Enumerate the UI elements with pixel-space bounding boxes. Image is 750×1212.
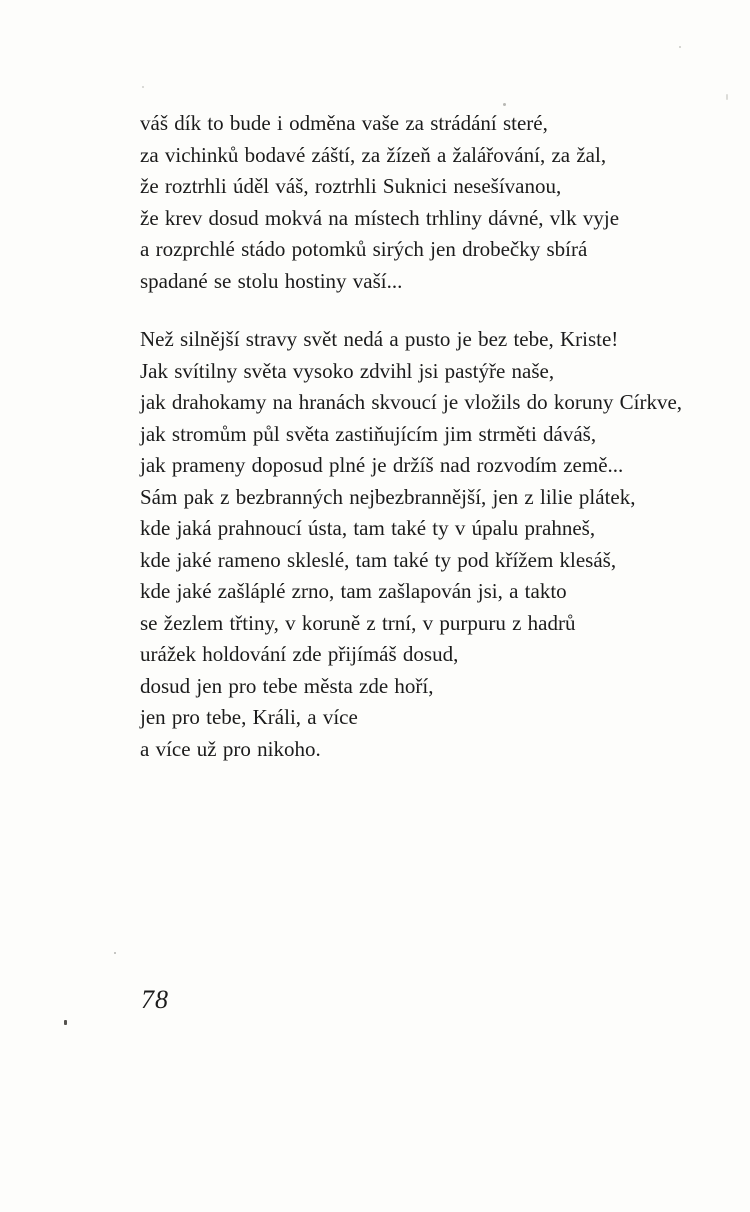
poem-stanza-2 — [140, 324, 682, 765]
scan-speck — [64, 1020, 67, 1025]
poem-line: se žezlem třtiny, v koruně z trní, v purpuru z hadrů — [140, 610, 576, 635]
poem-line: jak stromům půl světa zastiňujícím jim strměti dáváš, — [140, 421, 597, 446]
scan-speck — [726, 94, 728, 100]
poem-line: jak drahokamy na hranách skvoucí je vložils do koruny Církve, — [140, 390, 683, 414]
poem-line: kde jaká prahnoucí ústa, tam také ty v úpalu prahneš, — [140, 516, 596, 540]
poem-line: za vichinků bodavé záští, za žízeň a žalářování, za žal, — [140, 142, 607, 167]
poem-line: kde jaké rameno skleslé, tam také ty pod křížem klesáš, — [140, 547, 617, 572]
poem-stanza-1 — [140, 108, 682, 297]
poem-line: že krev dosud mokvá na místech trhliny dávné, vlk vyje — [140, 205, 620, 230]
poem-line: Sám pak z bezbranných nejbezbrannější, jen z lilie plátek, — [140, 484, 636, 509]
poem-line: spadané se stolu hostiny vaší... — [140, 268, 403, 293]
poem-line: jak prameny doposud plné je držíš nad rozvodím země... — [140, 453, 624, 477]
poem-line: že roztrhli úděl váš, roztrhli Suknici nesešívanou, — [140, 174, 562, 198]
poem-line: a více už pro nikoho. — [140, 736, 321, 761]
poem-line: kde jaké zašláplé zrno, tam zašlapován jsi, a takto — [140, 579, 567, 603]
poem-line: dosud jen pro tebe města zde hoří, — [140, 673, 434, 698]
scan-speck — [679, 46, 681, 48]
scan-speck — [142, 86, 144, 88]
poem-line: jen pro tebe, Králi, a více — [140, 705, 358, 729]
page-number: 78 — [141, 985, 169, 1014]
poem-text — [140, 108, 682, 765]
poem-line: váš dík to bude i odměna vaše za strádání steré, — [140, 111, 548, 135]
poem-line: Než silnější stravy svět nedá a pusto je bez tebe, Kriste! — [140, 327, 619, 351]
poem-line: Jak svítilny světa vysoko zdvihl jsi pastýře naše, — [140, 358, 555, 383]
scan-speck — [114, 952, 116, 954]
poem-line: urážek holdování zde přijímáš dosud, — [140, 642, 459, 666]
scan-speck — [503, 103, 506, 106]
poem-line: a rozprchlé stádo potomků sirých jen drobečky sbírá — [140, 237, 588, 261]
